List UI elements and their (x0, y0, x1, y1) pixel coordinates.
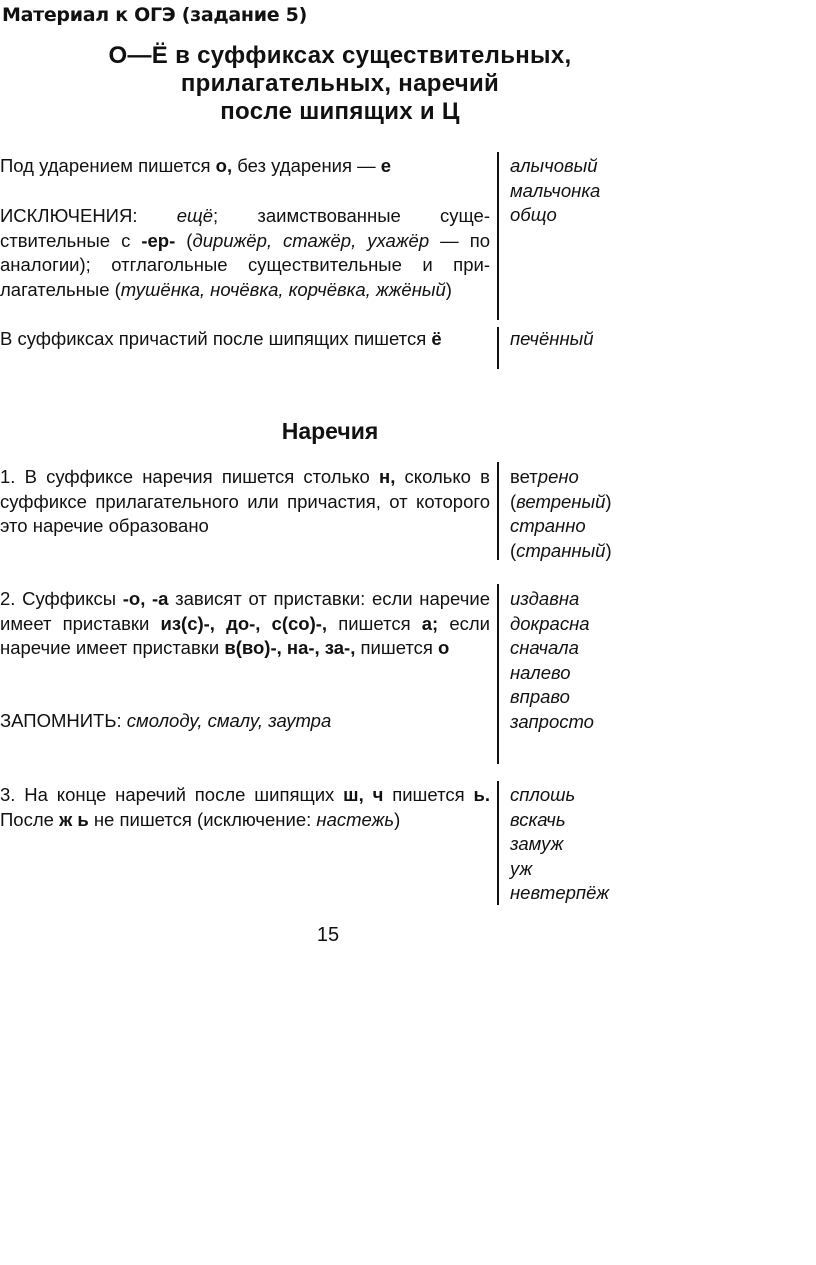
column-divider (497, 327, 499, 369)
soft-sign-text-4: не пишется (исключение: (88, 808, 317, 830)
letters-sh-ch: ш, ч (343, 784, 384, 805)
example-word: вправо (510, 686, 570, 707)
adverb-n-rest: сколько в суффиксе прилагательного или причастия, от которого это наречие образовано (0, 466, 490, 536)
remember-note (0, 709, 490, 734)
example-part: ) (605, 539, 612, 561)
prefixes-2: в(во)-, на-, за-, (224, 637, 356, 658)
examples-block-4 (510, 587, 810, 734)
example-word: сплошь (510, 784, 576, 805)
rule-stress-text: Под ударением пишется (0, 155, 216, 176)
exception-word: настежь (316, 808, 395, 830)
examples-block-5 (510, 783, 810, 906)
rule-adverb-n (0, 465, 490, 539)
title-line-1: О—Ё в суффиксах существительных, (108, 42, 572, 69)
exception-words-2: дирижёр, стажёр, ухажёр — (192, 229, 470, 251)
suffixes-text-3: пишется (327, 612, 422, 634)
example-part: рено (537, 466, 579, 487)
header-label: Материал к ОГЭ (задание 5) (2, 4, 307, 26)
example-part: ) (605, 490, 612, 512)
example-word: издавна (510, 588, 580, 609)
remember-words: смолоду, смалу, заутра (126, 710, 332, 731)
example-part: странный (516, 539, 606, 561)
column-divider (497, 152, 499, 320)
example-part: ( (510, 490, 517, 512)
examples-block-1 (510, 154, 810, 228)
title-line-2: прилагательных, наречий (180, 70, 500, 97)
example-word: налево (510, 661, 571, 683)
column-divider (497, 781, 499, 905)
example-part: вет (510, 466, 538, 487)
page-title (60, 42, 620, 126)
example-word: мальчонка (510, 179, 601, 201)
example-word: запросто (510, 710, 594, 732)
letters-zh-soft: ж ь (59, 808, 89, 830)
remember-label: ЗАПОМНИТЬ: (0, 710, 127, 731)
rule-stress (0, 154, 490, 179)
title-line-3: после шипящих и Ц (220, 98, 460, 125)
letter-n: н, (379, 466, 396, 487)
example-word: странно (510, 515, 586, 536)
adverb-n-text: 1. В суффиксе наречия пишется столько (0, 466, 380, 487)
exceptions-text-3: ); отглагольные существительные и прилагательные ( (0, 254, 490, 300)
exceptions-label: ИСКЛЮЧЕНИЯ: (0, 205, 177, 226)
column-divider (497, 584, 499, 764)
exceptions-text-2: ( (175, 229, 193, 251)
suffixes-o-a: -о, -а (122, 588, 169, 609)
rule-adverb-soft-sign (0, 783, 490, 832)
letter-yo: ё (431, 328, 442, 349)
example-word (510, 465, 810, 490)
letter-e: е (380, 155, 392, 176)
suffixes-text-5: пишется (355, 637, 439, 658)
soft-sign: ь. (473, 784, 490, 805)
exceptions-text-1: ; заимствованные существительные с (0, 205, 491, 251)
suffix-er: -ер- (141, 229, 176, 251)
example-word (510, 539, 810, 564)
suffixes-text-2: зависят от приставки: если наречие имеет приставки (0, 588, 490, 634)
example-word: невтерпёж (510, 882, 610, 903)
section-title-adverbs: Наречия (281, 418, 379, 444)
examples-block-3 (510, 465, 810, 563)
example-part: ( (510, 539, 517, 561)
prefixes-1: из(с)-, до-, с(со)-, (160, 612, 328, 634)
example-word: печённый (510, 328, 594, 349)
example-word: докрасна (510, 612, 590, 634)
example-part: ветреный (516, 490, 606, 512)
example-word: сначала (510, 637, 579, 658)
example-word: замуж (510, 833, 564, 854)
rule-stress-mid: без ударения — (232, 155, 381, 176)
rule-adverb-suffixes (0, 587, 490, 661)
letter-o: о, (215, 155, 233, 176)
example-word: уж (510, 857, 533, 879)
participles-text: В суффиксах причастий после шипящих пишется (0, 328, 432, 349)
exception-words-3: тушёнка, ночёвка, корчёвка, жжёный (120, 278, 446, 300)
page-number: 15 (316, 924, 340, 946)
soft-sign-text-3: После (0, 808, 60, 830)
letter-a: а; (421, 612, 439, 634)
rule-exceptions (0, 204, 490, 302)
exceptions-analogy: по аналогии (0, 229, 490, 275)
example-word: общо (510, 204, 557, 225)
example-word: вскачь (510, 808, 566, 830)
soft-sign-text-1: 3. На конце наречий после шипящих (0, 784, 344, 805)
example-word: алычовый (510, 155, 598, 176)
column-divider (497, 462, 499, 560)
soft-sign-text-5: ) (394, 808, 401, 830)
soft-sign-text-2: пишется (383, 784, 474, 805)
rule-participles (0, 327, 490, 352)
examples-block-2 (510, 327, 810, 352)
letter-o: о (438, 637, 450, 658)
suffixes-text-1: 2. Суффиксы (0, 588, 123, 609)
exceptions-text-4: ) (445, 278, 452, 300)
suffixes-text-4: если наречие имеет приставки (0, 612, 490, 658)
exception-word-1: ещё (176, 205, 214, 226)
example-word (510, 490, 810, 515)
